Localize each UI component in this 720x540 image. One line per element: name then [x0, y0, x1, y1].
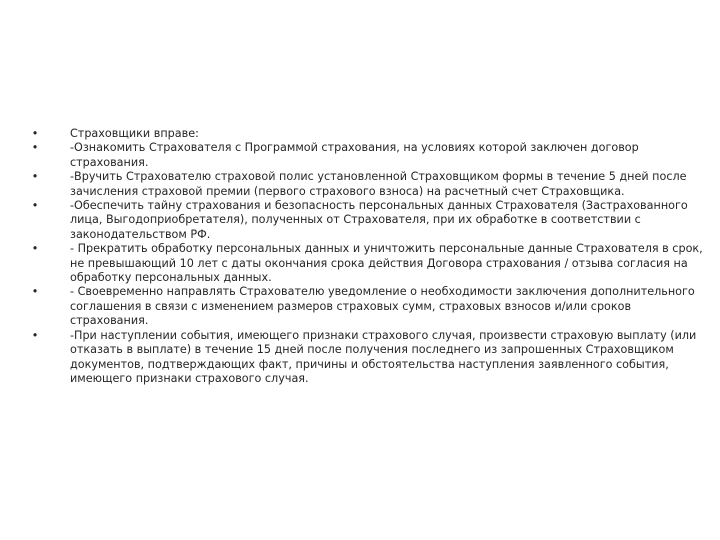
bullet-dot: •: [31, 127, 39, 140]
bullet-dot: •: [31, 328, 39, 342]
list-item: [30, 199, 705, 242]
list-item-text: -Обеспечить тайну страхования и безопасность персональных данных Страхователя (Застрахованного лица, Выгодоприобретателя), полученных от Страхователя, при их обработке в соответствии с законодательством РФ.: [70, 199, 688, 241]
list-item: [30, 170, 705, 199]
list-item-text: -Ознакомить Страхователя с Программой страхования, на условиях которой заключен договор страхования.: [70, 141, 639, 169]
bullet-dot: •: [31, 141, 39, 155]
bullet-list: [30, 127, 705, 386]
bullet-dot: •: [31, 285, 39, 299]
list-item: [30, 285, 705, 328]
bullet-dot: •: [31, 199, 39, 213]
bullet-dot: •: [31, 170, 39, 184]
list-item: [30, 329, 705, 387]
list-item-text: -При наступлении события, имеющего признаки страхового случая, произвести страховую выплату (или отказать в выплате) в течение 15 дней после получения последнего из запрошенных Страховщиком документов, подтверждающих факт, причины и обстоятельства наступления заявленного события, имеющего признаки страхового случая.: [70, 328, 697, 385]
list-item-text: -Вручить Страхователю страховой полис установленной Страховщиком формы в течение 5 дней после зачисления страховой премии (первого страхового взноса) на расчетный счет Страховщика.: [70, 170, 687, 198]
bullet-dot: •: [31, 242, 39, 256]
list-item-text: - Своевременно направлять Страхователю уведомление о необходимости заключения дополнительного соглашения в связи с изменением размеров страховых сумм, страховых взносов и/или сроков страхования.: [70, 285, 695, 328]
list-item: [30, 141, 705, 170]
list-item: [30, 242, 705, 285]
list-item-text: Страховщики вправе:: [70, 127, 199, 140]
list-item: [30, 127, 705, 141]
list-item-text: - Прекратить обработку персональных данных и уничтожить персональные данные Страхователя в срок, не превышающий 10 лет с даты окончания срока действия Договора страхования / отзыва согласия на обработку персональных данных.: [70, 242, 703, 285]
